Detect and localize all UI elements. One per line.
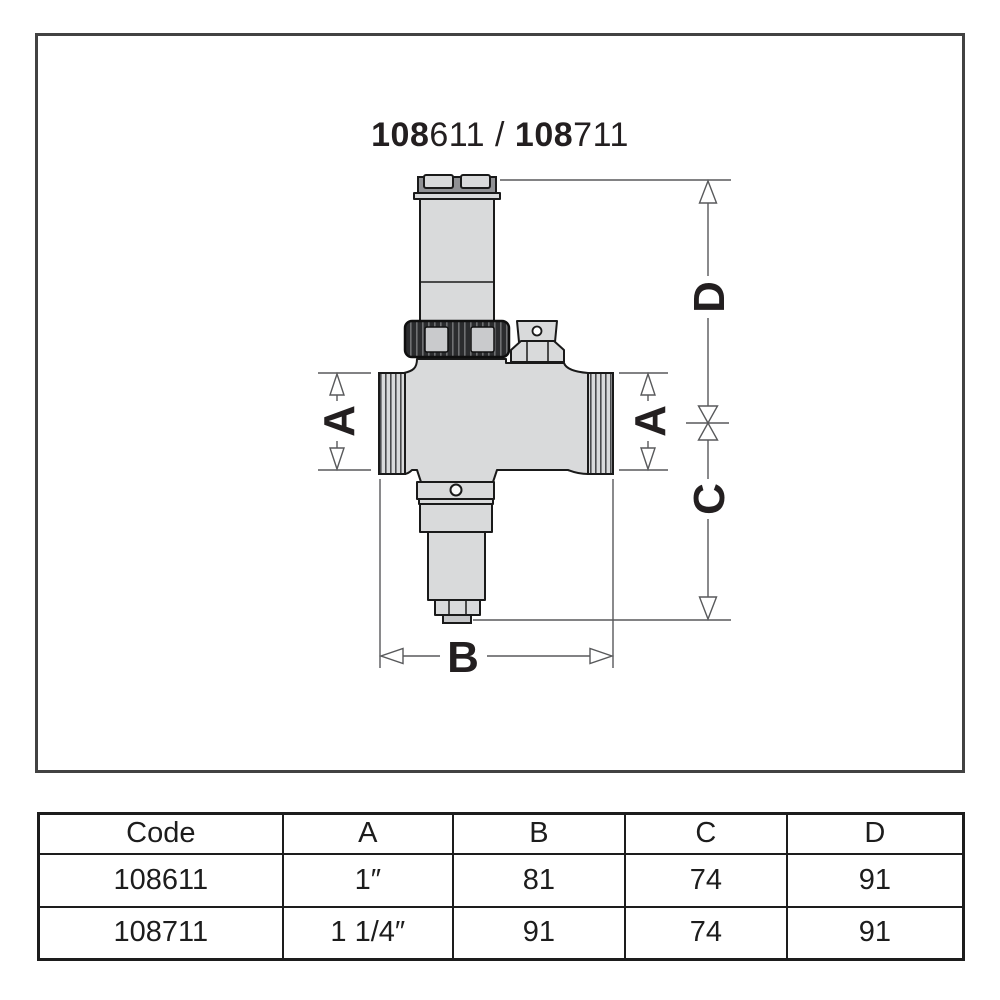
arrowhead-down-icon: [700, 597, 717, 619]
cell-c: 74: [625, 907, 787, 960]
valve-drawing: [379, 175, 613, 623]
dim-label-d: D: [684, 281, 734, 313]
dimension-d: [685, 181, 734, 406]
side-vent-cap: [511, 321, 564, 362]
arrowhead-down-icon: [641, 448, 655, 469]
cell-code: 108711: [39, 907, 283, 960]
code-2-rest: 711: [573, 116, 629, 154]
vent-hole: [533, 327, 542, 336]
dim-label-a-left: A: [314, 405, 364, 437]
table-header-row: [39, 814, 964, 854]
arrowhead-up-icon: [330, 374, 344, 395]
dim-label-c: C: [684, 483, 734, 515]
cell-a: 1 1/4″: [283, 907, 453, 960]
ring-nut: [405, 321, 509, 357]
codes-separator: /: [485, 116, 515, 154]
arrowhead-right-icon: [590, 649, 612, 664]
arrowhead-down-icon: [330, 448, 344, 469]
cell-d: 91: [787, 907, 964, 960]
arrowhead-up-icon: [700, 181, 717, 203]
col-header-c: C: [625, 814, 787, 854]
col-header-b: B: [453, 814, 625, 854]
table-row: [39, 854, 964, 907]
cell-b: 91: [453, 907, 625, 960]
bottom-cartridge: [417, 482, 494, 623]
dim-label-b: B: [447, 632, 479, 682]
table-row: [39, 907, 964, 960]
dimension-b: [380, 479, 613, 682]
code-1-bold: 108: [371, 116, 430, 154]
code-1-rest: 611: [429, 116, 486, 154]
arrowhead-left-icon: [381, 649, 403, 664]
dimensions-table: [37, 812, 965, 961]
dimension-c: [685, 440, 734, 619]
cell-a: 1″: [283, 854, 453, 907]
cartridge-screw: [451, 485, 462, 496]
valve-top-cap: [414, 175, 500, 199]
dimension-a-right: [619, 373, 675, 470]
right-thread: [588, 373, 613, 474]
valve-technical-drawing: [35, 33, 965, 773]
left-thread: [379, 373, 405, 474]
col-header-code: Code: [39, 814, 283, 854]
cell-code: 108611: [39, 854, 283, 907]
dimension-a-left: [315, 373, 371, 470]
valve-body: [404, 359, 588, 482]
arrowhead-up-icon: [641, 374, 655, 395]
col-header-d: D: [787, 814, 964, 854]
cell-b: 81: [453, 854, 625, 907]
actuator-cylinder: [420, 199, 494, 322]
dim-label-a-right: A: [625, 405, 675, 437]
code-2-bold: 108: [514, 116, 574, 154]
cell-d: 91: [787, 854, 964, 907]
col-header-a: A: [283, 814, 453, 854]
cell-c: 74: [625, 854, 787, 907]
